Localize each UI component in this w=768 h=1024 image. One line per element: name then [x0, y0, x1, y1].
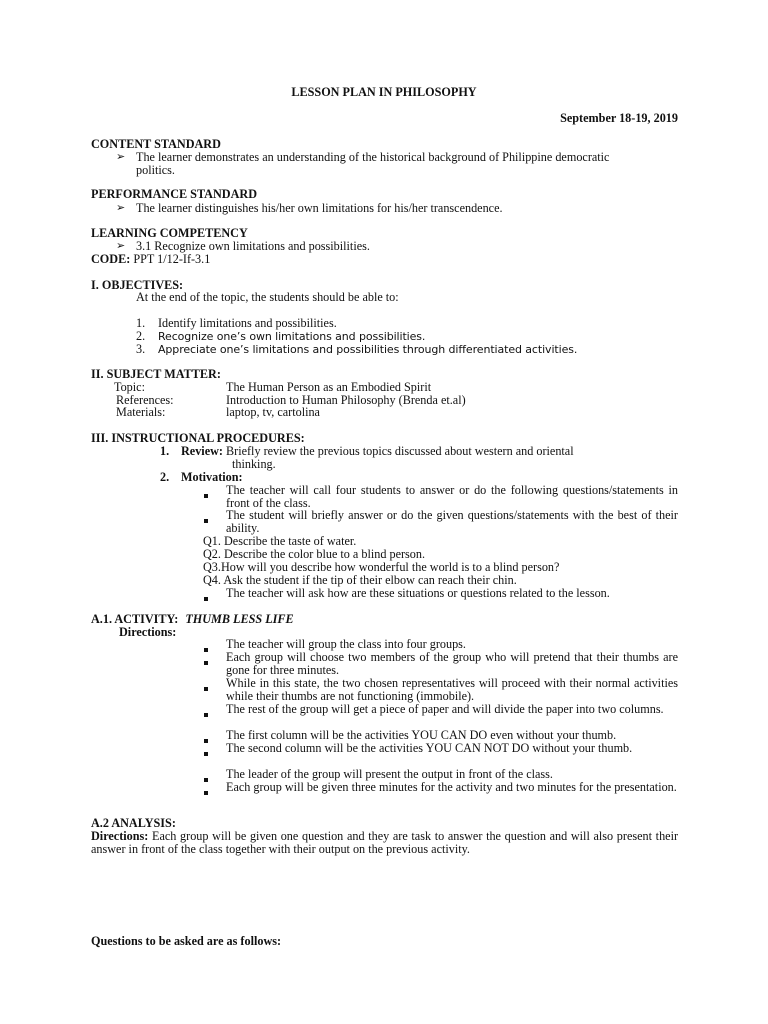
- arrow-bullet-icon: ➢: [116, 150, 126, 163]
- code-value: PPT 1/12-If-3.1: [133, 252, 211, 266]
- square-bullet-icon: [204, 513, 208, 526]
- content-standard-text-line1: The learner demonstrates an understanding of the historical background of Philippine democratic: [136, 150, 610, 164]
- analysis-directions: [91, 830, 678, 856]
- square-bullet-icon: [204, 785, 208, 798]
- questions-heading: Questions to be asked are as follows:: [91, 934, 282, 948]
- analysis-directions-text: Each group will be given one question and they are task to answer the question and will also present their answer in front of the class together with their output on the previous activity.: [91, 829, 679, 856]
- subject-label-materials: Materials:: [116, 405, 166, 419]
- motivation-number: 2.: [160, 470, 170, 484]
- review-text: Briefly review the previous topics discussed about western and oriental: [226, 444, 574, 458]
- square-bullet-icon: [204, 488, 208, 501]
- objective-text-1: Identify limitations and possibilities.: [158, 316, 337, 330]
- performance-standard-text: The learner distinguishes his/her own limitations for his/her transcendence.: [136, 201, 503, 215]
- procedures-heading: III. INSTRUCTIONAL PROCEDURES:: [91, 431, 305, 445]
- activity-bullet-4: The rest of the group will get a piece of paper and will divide the paper into two columns.: [226, 702, 664, 716]
- objectives-heading: I. OBJECTIVES:: [91, 278, 184, 292]
- square-bullet-icon: [204, 591, 208, 604]
- review-line2: thinking.: [232, 457, 276, 471]
- review-label: Review:: [181, 444, 223, 458]
- review-number: 1.: [160, 444, 170, 458]
- square-bullet-icon: [204, 772, 208, 785]
- square-bullet-icon: [204, 707, 208, 720]
- analysis-heading: A.2 ANALYSIS:: [91, 816, 176, 830]
- question-4: Q4. Ask the student if the tip of their elbow can reach their chin.: [203, 573, 517, 587]
- objective-text-3: Appreciate one’s limitations and possibilities through differentiated activities.: [158, 343, 578, 356]
- activity-title: THUMB LESS LIFE: [185, 612, 294, 626]
- subject-label-topic: Topic:: [114, 380, 145, 394]
- arrow-bullet-icon: ➢: [116, 239, 126, 252]
- document-date: September 18-19, 2019: [560, 111, 678, 125]
- subject-label-references: References:: [116, 393, 174, 407]
- activity-directions-label: Directions:: [119, 625, 177, 639]
- objective-num-1: 1.: [136, 316, 146, 330]
- motivation-bullet-2: The student will briefly answer or do the given questions/statements with the best of their ability.: [226, 508, 678, 535]
- objectives-intro: At the end of the topic, the students should be able to:: [136, 290, 399, 304]
- question-3: Q3.How will you describe how wonderful the world is to a blind person?: [203, 560, 560, 574]
- motivation-label: Motivation:: [181, 470, 243, 484]
- objective-num-3: 3.: [136, 342, 146, 356]
- question-2: Q2. Describe the color blue to a blind person.: [203, 547, 426, 561]
- activity-heading: A.1. ACTIVITY:: [91, 612, 179, 626]
- activity-bullet-1: The teacher will group the class into four groups.: [226, 637, 466, 651]
- subject-value-references: Introduction to Human Philosophy (Brenda et.al): [226, 393, 466, 407]
- activity-bullet-7: The leader of the group will present the output in front of the class.: [226, 767, 553, 781]
- square-bullet-icon: [204, 642, 208, 655]
- objective-text-2: Recognize one’s own limitations and possibilities.: [158, 330, 426, 343]
- activity-bullet-2: Each group will choose two members of the group who will pretend that their thumbs are gone for three minutes.: [226, 650, 678, 677]
- content-standard-heading: CONTENT STANDARD: [91, 137, 221, 151]
- performance-standard-heading: PERFORMANCE STANDARD: [91, 187, 257, 201]
- code-line: [91, 253, 210, 266]
- square-bullet-icon: [204, 655, 208, 668]
- question-1: Q1. Describe the taste of water.: [203, 534, 357, 548]
- motivation-bullet-3: The teacher will ask how are these situations or questions related to the lesson.: [226, 586, 610, 600]
- square-bullet-icon: [204, 746, 208, 759]
- subject-matter-heading: II. SUBJECT MATTER:: [91, 367, 221, 381]
- content-standard-text-line2: politics.: [136, 163, 175, 177]
- activity-bullet-5: The first column will be the activities YOU CAN DO even without your thumb.: [226, 728, 617, 742]
- document-title: LESSON PLAN IN PHILOSOPHY: [291, 85, 477, 99]
- square-bullet-icon: [204, 681, 208, 694]
- arrow-bullet-icon: ➢: [116, 201, 126, 214]
- activity-bullet-8: Each group will be given three minutes for the activity and two minutes for the presentation.: [226, 780, 677, 794]
- square-bullet-icon: [204, 733, 208, 746]
- analysis-directions-label: Directions:: [91, 829, 149, 843]
- subject-value-topic: The Human Person as an Embodied Spirit: [226, 380, 432, 394]
- learning-competency-heading: LEARNING COMPETENCY: [91, 226, 248, 240]
- learning-competency-text: 3.1 Recognize own limitations and possibilities.: [136, 239, 370, 253]
- activity-bullet-6: The second column will be the activities YOU CAN NOT DO without your thumb.: [226, 741, 633, 755]
- activity-bullet-3: While in this state, the two chosen representatives will proceed with their normal activities while their thumbs are not functioning (immobile).: [226, 676, 678, 703]
- objective-num-2: 2.: [136, 329, 146, 343]
- motivation-bullet-1: The teacher will call four students to answer or do the following questions/statements in front of the class.: [226, 483, 678, 510]
- code-label: CODE:: [91, 252, 131, 266]
- subject-value-materials: laptop, tv, cartolina: [226, 405, 320, 419]
